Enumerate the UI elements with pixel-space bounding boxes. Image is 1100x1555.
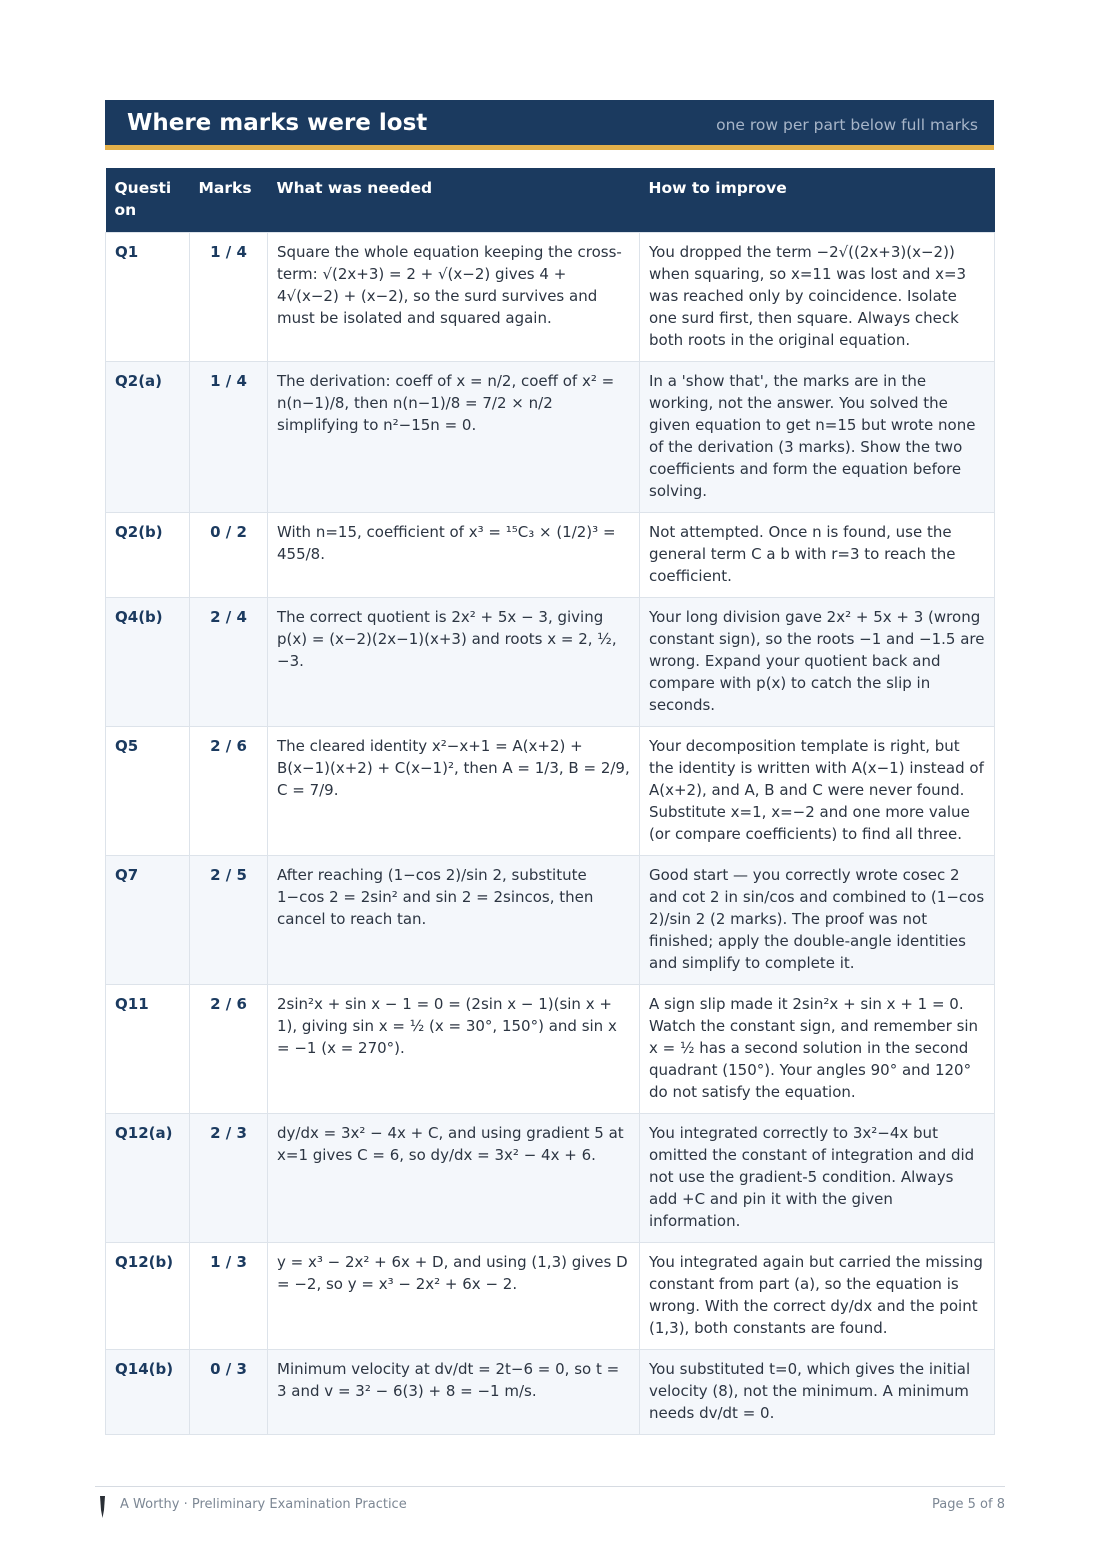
question-cell: Q4(b): [106, 598, 190, 727]
needed-cell: The derivation: coeff of x = n/2, coeff of x² = n(n−1)/8, then n(n−1)/8 = 7/2 × n/2 simplifying to n²−15n = 0.: [268, 362, 640, 513]
column-header-question: Question: [106, 168, 190, 233]
improve-cell: You dropped the term −2√((2x+3)(x−2)) when squaring, so x=11 was lost and x=3 was reached only by coincidence. Isolate one surd first, then square. Always check both roots in the original equation.: [640, 233, 995, 362]
improve-cell: You integrated again but carried the missing constant from part (a), so the equation is wrong. With the correct dy/dx and the point (1,3), both constants are found.: [640, 1243, 995, 1350]
improve-cell: A sign slip made it 2sin²x + sin x + 1 = 0. Watch the constant sign, and remember sin x = ½ has a second solution in the second quadrant (150°). Your angles 90° and 120° do not satisfy the equation.: [640, 985, 995, 1114]
footer-page-number: Page 5 of 8: [932, 1497, 1005, 1512]
table-row: [106, 598, 995, 727]
pen-nib-icon: [99, 1496, 106, 1518]
question-cell: Q5: [106, 727, 190, 856]
needed-cell: The cleared identity x²−x+1 = A(x+2) + B(x−1)(x+2) + C(x−1)², then A = 1/3, B = 2/9, C = 7/9.: [268, 727, 640, 856]
table-row: [106, 985, 995, 1114]
question-cell: Q14(b): [106, 1350, 190, 1435]
marks-cell: 2 / 4: [190, 598, 268, 727]
section-subtitle: one row per part below full marks: [716, 116, 978, 134]
marks-cell: 0 / 3: [190, 1350, 268, 1435]
needed-cell: Square the whole equation keeping the cross-term: √(2x+3) = 2 + √(x−2) gives 4 + 4√(x−2) + (x−2), so the surd survives and must be isolated and squared again.: [268, 233, 640, 362]
marks-cell: 2 / 6: [190, 985, 268, 1114]
column-header-needed: What was needed: [268, 168, 640, 233]
marks-cell: 1 / 4: [190, 233, 268, 362]
improve-cell: You integrated correctly to 3x²−4x but omitted the constant of integration and did not use the gradient-5 condition. Always add +C and pin it with the given information.: [640, 1114, 995, 1243]
question-cell: Q12(b): [106, 1243, 190, 1350]
table-row: [106, 1114, 995, 1243]
section-header: [105, 100, 994, 150]
footer-divider: [95, 1486, 1005, 1487]
needed-cell: The correct quotient is 2x² + 5x − 3, giving p(x) = (x−2)(2x−1)(x+3) and roots x = 2, ½, −3.: [268, 598, 640, 727]
needed-cell: With n=15, coefficient of x³ = ¹⁵C₃ × (1/2)³ = 455/8.: [268, 513, 640, 598]
needed-cell: y = x³ − 2x² + 6x + D, and using (1,3) gives D = −2, so y = x³ − 2x² + 6x − 2.: [268, 1243, 640, 1350]
improve-cell: Your decomposition template is right, but the identity is written with A(x−1) instead of A(x+2), and A, B and C were never found. Substitute x=1, x=−2 and one more value (or compare coefficients) to find all three.: [640, 727, 995, 856]
table-row: [106, 362, 995, 513]
improve-cell: Good start — you correctly wrote cosec 2 and cot 2 in sin/cos and combined to (1−cos 2)/sin 2 (2 marks). The proof was not finished; apply the double-angle identities and simplify to complete it.: [640, 856, 995, 985]
marks-cell: 1 / 4: [190, 362, 268, 513]
needed-cell: dy/dx = 3x² − 4x + C, and using gradient 5 at x=1 gives C = 6, so dy/dx = 3x² − 4x + 6.: [268, 1114, 640, 1243]
question-cell: Q1: [106, 233, 190, 362]
footer-document-title: A Worthy · Preliminary Examination Practice: [120, 1497, 407, 1512]
improve-cell: Your long division gave 2x² + 5x + 3 (wrong constant sign), so the roots −1 and −1.5 are wrong. Expand your quotient back and compare with p(x) to catch the slip in seconds.: [640, 598, 995, 727]
column-header-improve: How to improve: [640, 168, 995, 233]
improve-cell: In a 'show that', the marks are in the working, not the answer. You solved the given equation to get n=15 but wrote none of the derivation (3 marks). Show the two coefficients and form the equation before solving.: [640, 362, 995, 513]
needed-cell: Minimum velocity at dv/dt = 2t−6 = 0, so t = 3 and v = 3² − 6(3) + 8 = −1 m/s.: [268, 1350, 640, 1435]
table-row: [106, 1350, 995, 1435]
question-cell: Q7: [106, 856, 190, 985]
table-row: [106, 513, 995, 598]
table-header-row: [106, 168, 995, 233]
improve-cell: Not attempted. Once n is found, use the general term C a b with r=3 to reach the coefficient.: [640, 513, 995, 598]
table-row: [106, 233, 995, 362]
marks-cell: 0 / 2: [190, 513, 268, 598]
table-row: [106, 727, 995, 856]
needed-cell: After reaching (1−cos 2)/sin 2, substitute 1−cos 2 = 2sin² and sin 2 = 2sincos, then cancel to reach tan.: [268, 856, 640, 985]
table-row: [106, 1243, 995, 1350]
needed-cell: 2sin²x + sin x − 1 = 0 = (2sin x − 1)(sin x + 1), giving sin x = ½ (x = 30°, 150°) and sin x = −1 (x = 270°).: [268, 985, 640, 1114]
marks-cell: 2 / 6: [190, 727, 268, 856]
marks-cell: 2 / 3: [190, 1114, 268, 1243]
section-title: Where marks were lost: [127, 110, 428, 136]
question-cell: Q11: [106, 985, 190, 1114]
improve-cell: You substituted t=0, which gives the initial velocity (8), not the minimum. A minimum needs dv/dt = 0.: [640, 1350, 995, 1435]
marks-cell: 1 / 3: [190, 1243, 268, 1350]
marks-lost-table: [105, 168, 995, 1435]
table-row: [106, 856, 995, 985]
question-cell: Q2(b): [106, 513, 190, 598]
question-cell: Q2(a): [106, 362, 190, 513]
column-header-marks: Marks: [190, 168, 268, 233]
question-cell: Q12(a): [106, 1114, 190, 1243]
marks-cell: 2 / 5: [190, 856, 268, 985]
